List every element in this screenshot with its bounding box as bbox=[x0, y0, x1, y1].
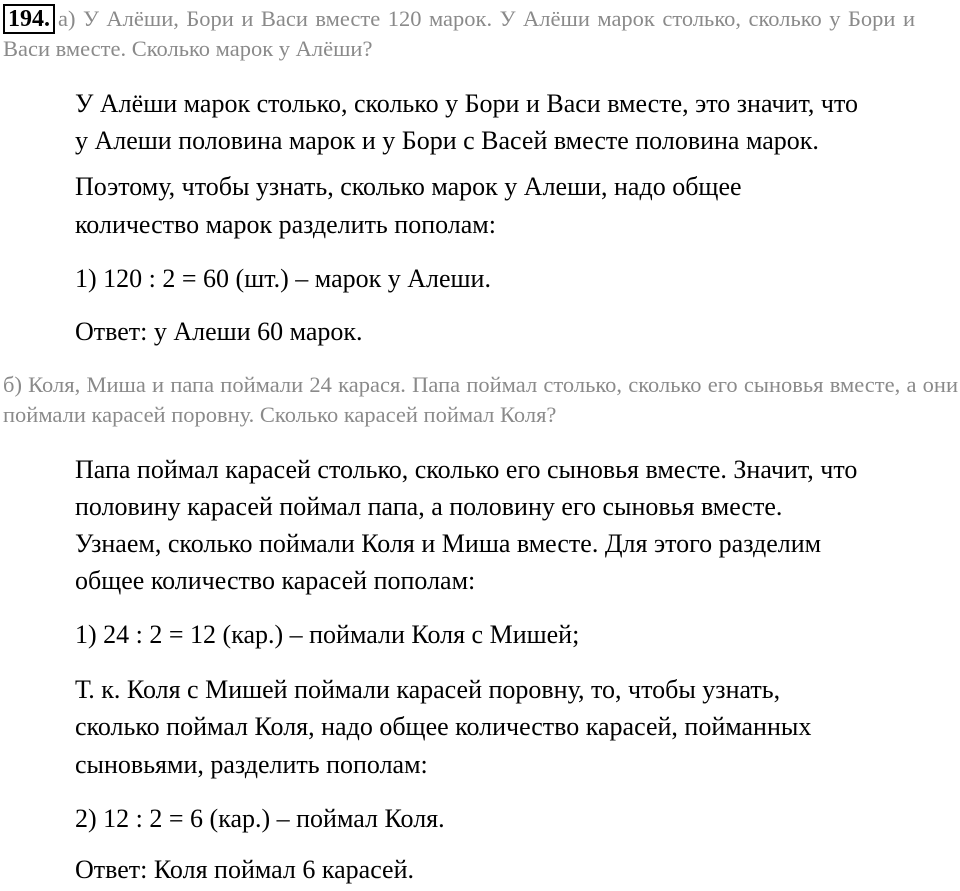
solution-b-line-5: Т. к. Коля с Мишей поймали карасей поровну, то, чтобы узнать, bbox=[75, 675, 781, 704]
solution-b-step-1: 1) 24 : 2 = 12 (кар.) – поймали Коля с Мишей; bbox=[75, 620, 580, 649]
solution-a-line-4: количество марок разделить пополам: bbox=[75, 210, 496, 239]
solution-b-line-4: общее количество карасей пополам: bbox=[75, 566, 476, 595]
solution-a-answer: Ответ: у Алеши 60 марок. bbox=[75, 317, 363, 346]
solution-b-answer: Ответ: Коля поймал 6 карасей. bbox=[75, 855, 415, 884]
task-a-text: а) У Алёши, Бори и Васи вместе 120 марок. У Алёши марок столько, сколько у Бори и Васи вместе. Сколько марок у Алёши? bbox=[3, 6, 915, 61]
task-a-statement bbox=[3, 4, 915, 64]
solution-b-line-6: сколько поймал Коля, надо общее количество карасей, пойманных bbox=[75, 712, 812, 741]
solution-a-line-3: Поэтому, чтобы узнать, сколько марок у Алеши, надо общее bbox=[75, 172, 742, 201]
solution-b-line-3: Узнаем, сколько поймали Коля и Миша вместе. Для этого разделим bbox=[75, 529, 822, 558]
solution-a-step-1: 1) 120 : 2 = 60 (шт.) – марок у Алеши. bbox=[75, 264, 491, 293]
solution-b-line-7: сыновьями, разделить пополам: bbox=[75, 750, 428, 779]
solution-b-line-1: Папа поймал карасей столько, сколько его сыновья вместе. Значит, что bbox=[75, 455, 858, 484]
task-b-statement: б) Коля, Миша и папа поймали 24 карася. Папа поймал столько, сколько его сыновья вместе, а они поймали карасей поровну. Сколько карасей поймал Коля? bbox=[3, 372, 958, 427]
solution-b-step-2: 2) 12 : 2 = 6 (кар.) – поймал Коля. bbox=[75, 804, 445, 833]
solution-a-line-1: У Алёши марок столько, сколько у Бори и Васи вместе, это значит, что bbox=[75, 89, 858, 118]
task-number-box: 194. bbox=[3, 4, 55, 34]
solution-a-line-2: у Алеши половина марок и у Бори с Васей вместе половина марок. bbox=[75, 126, 819, 155]
solution-b-line-2: половину карасей поймал папа, а половину его сыновья вместе. bbox=[75, 492, 783, 521]
